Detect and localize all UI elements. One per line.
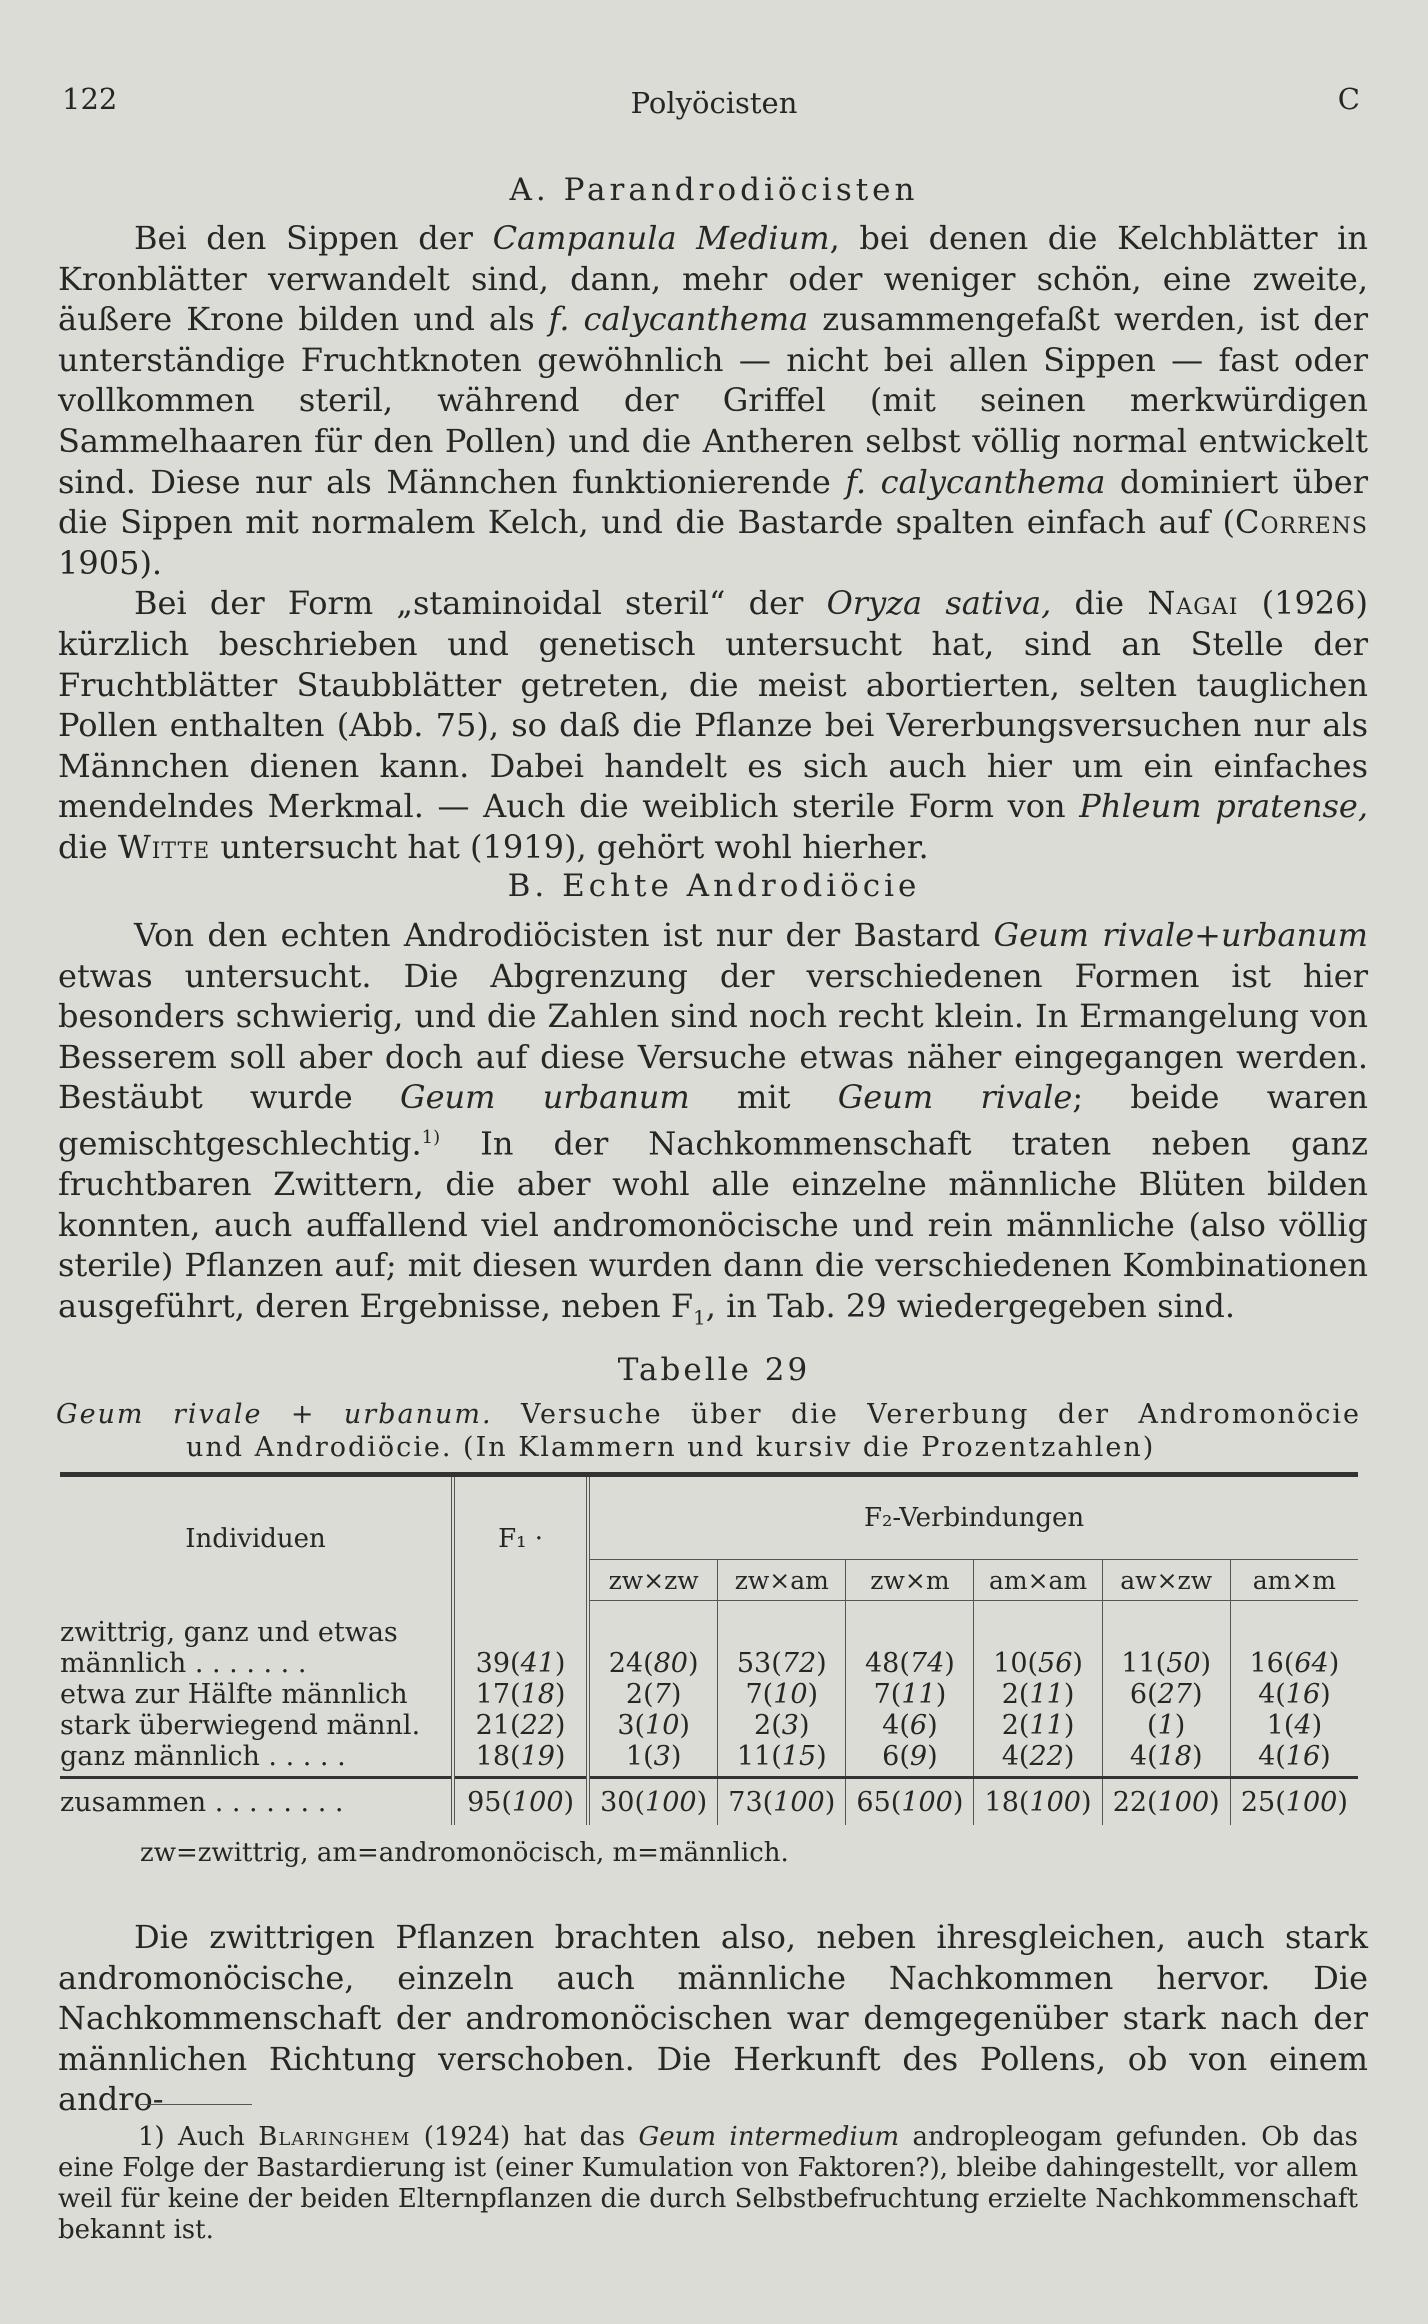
cell: 11(15) (718, 1741, 846, 1778)
cell: 65(100) (846, 1778, 974, 1826)
cell: 25(100) (1230, 1778, 1358, 1826)
cell-f1: 21(22) (453, 1710, 588, 1741)
footnote-ref: 1) (421, 1126, 441, 1148)
cell-f1: 17(18) (453, 1679, 588, 1710)
cell: 11(50) (1102, 1648, 1230, 1679)
cell: 16(64) (1230, 1648, 1358, 1679)
signature-mark: C (1337, 82, 1360, 116)
subcol-header: zw×m (846, 1560, 974, 1601)
cell-f1: 95(100) (453, 1778, 588, 1826)
cell: 2(7) (588, 1679, 718, 1710)
page-header (62, 82, 1366, 122)
cell: 6(27) (1102, 1679, 1230, 1710)
cell: 48(74) (846, 1648, 974, 1679)
subcol-header: am×m (1230, 1560, 1358, 1601)
cell: 22(100) (1102, 1778, 1230, 1826)
after-table-paragraph: Die zwittrigen Pflanzen brachten also, neben ihresgleichen, auch stark andromonöcische, einzeln auch männliche Nachkommen hervor. Die Nachkommenschaft der andromonöcischen war demgegenüber stark nach der männlichen Richtung verschoben. Die Herkunft des Pollens, ob von einem andro- (58, 1918, 1368, 2119)
cell: 4(18) (1102, 1741, 1230, 1778)
after-table-text (58, 1917, 1368, 2120)
table-row: stark überwiegend männl. 21(22) 3(10) 2(3) 4(6) 2(11) (1) 1(4) (60, 1710, 1358, 1741)
cell: 1(3) (588, 1741, 718, 1778)
section-a-heading: A. Parandrodiöcisten (509, 172, 919, 208)
subcol-header: aw×zw (1102, 1560, 1230, 1601)
subcol-header: zw×zw (588, 1560, 718, 1601)
cell: 24(80) (588, 1648, 718, 1679)
cell: 4(16) (1230, 1679, 1358, 1710)
col-header-f1: F₁ · (453, 1475, 588, 1601)
cell: 7(11) (846, 1679, 974, 1710)
section-a-paragraph-1: Bei den Sippen der Campanula Medium, bei denen die Kelchblätter in Kronblätter verwandelt sind, dann, mehr oder weniger schön, eine zweite, äußere Krone bilden und als f. calycanthema zusammengefaßt werden, ist der unterständige Fruchtknoten gewöhnlich — nicht bei allen Sippen — fast oder vollkommen steril, während der Griffel (mit seinen merkwürdigen Sammelhaaren für den Pollen) und die Antheren selbst völlig normal entwickelt sind. Diese nur als Männchen funktionierende f. calycanthema dominiert über die Sippen mit normalem Kelch, und die Bastarde spalten einfach auf (Correns 1905). (58, 219, 1369, 582)
cell: 30(100) (588, 1778, 718, 1826)
data-table (60, 1472, 1358, 1825)
cell: 4(6) (846, 1710, 974, 1741)
table-caption: Geum rivale + urbanum. Versuche über die Vererbung der Andromonöcie und Androdiöcie. (In Klammern und kursiv die Prozentzahlen) (56, 1399, 1361, 1463)
footnote: 1) Auch Blaringhem (1924) hat das Geum intermedium andropleogam gefunden. Ob das eine Folge der Bastardierung ist (einer Kumulation von Faktoren?), bleibe dahingestellt, vor allem weil für keine der beiden Elternpflanzen die durch Selbstbefruchtung erzielte Nachkommenschaft bekannt ist. (58, 2122, 1359, 2245)
table-row: zwittrig, ganz und etwas (60, 1601, 1358, 1649)
cell: 73(100) (718, 1778, 846, 1826)
cell: 10(56) (974, 1648, 1102, 1679)
col-header-individuen: Individuen (60, 1475, 453, 1601)
table-legend: zw=zwittrig, am=andromonöcisch, m=männlich. (140, 1838, 789, 1868)
table-row: etwa zur Hälfte männlich 17(18) 2(7) 7(10) 7(11) 2(11) 6(27) 4(16) (60, 1679, 1358, 1710)
subcol-header: zw×am (718, 1560, 846, 1601)
cell: 2(3) (718, 1710, 846, 1741)
footnote-rule (140, 2104, 252, 2105)
table-row: männlich . . . . . . . 39(41) 24(80) 53(72) 48(74) 10(56) 11(50) 16(64) (60, 1648, 1358, 1679)
cell: 2(11) (974, 1710, 1102, 1741)
cell: 53(72) (718, 1648, 846, 1679)
subcol-header: am×am (974, 1560, 1102, 1601)
section-b-text (58, 915, 1368, 1338)
cell: 18(100) (974, 1778, 1102, 1826)
section-b-heading: B. Echte Androdiöcie (507, 868, 921, 904)
cell: 4(22) (974, 1741, 1102, 1778)
cell: (1) (1102, 1710, 1230, 1741)
cell: 3(10) (588, 1710, 718, 1741)
cell: 2(11) (974, 1679, 1102, 1710)
table-title: Tabelle 29 (617, 1352, 811, 1388)
cell: 7(10) (718, 1679, 846, 1710)
col-header-f2: F₂-Verbindungen (588, 1475, 1358, 1560)
cell-f1: 18(19) (453, 1741, 588, 1778)
page-number: 122 (62, 82, 118, 116)
section-a-paragraph-2: Bei der Form „staminoidal steril“ der Oryza sativa, die Nagai (1926) kürzlich beschrieben und genetisch untersucht hat, sind an Stelle der Fruchtblätter Staubblätter getreten, die meist abortierten, selten tauglichen Pollen enthalten (Abb. 75), so daß die Pflanze bei Vererbungsversuchen nur als Männchen dienen kann. Dabei handelt es sich auch hier um ein einfaches mendelndes Merkmal. — Auch die weiblich sterile Form von Phleum pratense, die Witte untersucht hat (1919), gehört wohl hierher. (58, 584, 1369, 866)
cell: 4(16) (1230, 1741, 1358, 1778)
table-total-row: zusammen . . . . . . . . 95(100) 30(100) 73(100) 65(100) 18(100) 22(100) 25(100) (60, 1778, 1358, 1826)
cell: 6(9) (846, 1741, 974, 1778)
caption-species: Geum rivale + urbanum. (56, 1399, 493, 1430)
section-b-paragraph-1: Von den echten Androdiöcisten ist nur der Bastard Geum rivale+urbanum etwas untersucht. Die Abgrenzung der verschiedenen Formen ist hier besonders schwierig, und die Zahlen sind noch recht klein. In Ermangelung von Besserem soll aber doch auf diese Versuche etwas näher eingegangen werden. Bestäubt wurde Geum urbanum mit Geum rivale; beide waren gemischtgeschlechtig.$^{1)}$ In der Nachkommenschaft traten neben ganz fruchtbaren Zwittern, die aber wohl alle einzelne männliche Blüten bilden konnten, auch auffallend viel andromonöcische und rein männliche (also völlig sterile) Pflanzen auf; mit diesen wurden dann die verschiedenen Kombinationen ausgeführt, deren Ergebnisse, neben $F_1$, in Tab. 29 wiedergegeben sind. (58, 916, 1369, 1330)
running-title: Polyöcisten (630, 86, 798, 120)
table-row: ganz männlich . . . . . 18(19) 1(3) 11(15) 6(9) 4(22) 4(18) 4(16) (60, 1741, 1358, 1778)
section-a-text (58, 218, 1368, 868)
cell: 1(4) (1230, 1710, 1358, 1741)
cell-f1: 39(41) (453, 1648, 588, 1679)
